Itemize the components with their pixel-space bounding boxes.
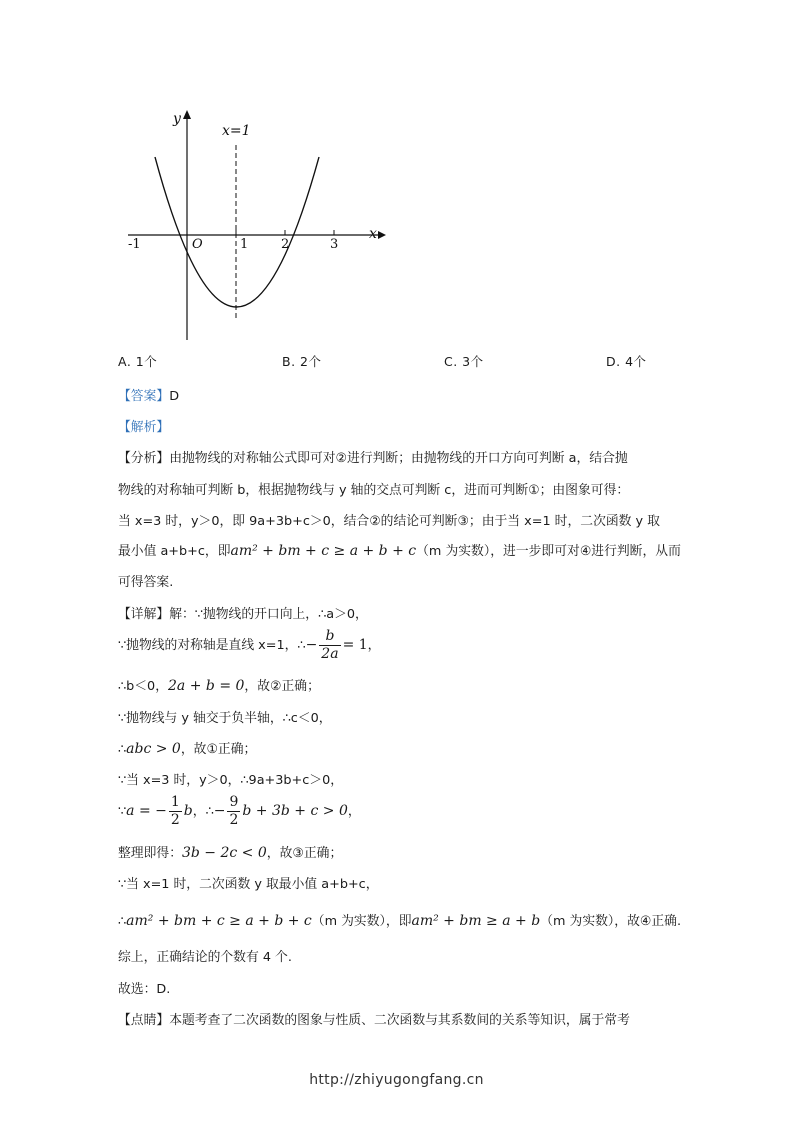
detail-step-11: 综上，正确结论的个数有 4 个. xyxy=(118,950,292,965)
fraction-numerator: b xyxy=(319,628,340,646)
math-inequality-reduced: am² + bm ≥ a + b xyxy=(411,913,541,929)
fenxi-text-4b: （m 为实数），进一步即可对④进行判断，从而 xyxy=(416,544,681,559)
math-equals-one: = 1 xyxy=(342,637,368,653)
detail-line-10 xyxy=(118,910,681,929)
y-axis-label: y xyxy=(173,111,181,127)
fraction-denominator: 2 xyxy=(170,812,180,828)
detail-line-4 xyxy=(118,707,332,726)
detail-step-7a: ∵ xyxy=(118,804,127,819)
detail-step-7c: ， xyxy=(347,804,361,819)
math-abc: abc > 0 xyxy=(126,741,181,757)
tick-label-1: 1 xyxy=(240,237,249,252)
origin-label: O xyxy=(192,237,203,252)
detail-step-8b: ，故③正确； xyxy=(266,846,343,861)
detail-step-9: ∵当 x=1 时，二次函数 y 取最小值 a+b+c， xyxy=(118,877,379,892)
detail-step-6: ∵当 x=3 时，y＞0，∴9a+3b+c＞0， xyxy=(118,773,344,788)
analysis-line-4 xyxy=(118,540,681,559)
dianjing-text: 本题考查了二次函数的图象与性质、二次函数与其系数间的关系等知识，属于常考 xyxy=(169,1013,630,1028)
fenxi-text-2: 物线的对称轴可判断 b，根据抛物线与 y 轴的交点可判断 c，进而可判断①；由图象可得： xyxy=(118,483,630,498)
option-b[interactable]: B. 2个 xyxy=(282,354,322,369)
detail-line-6 xyxy=(118,769,343,788)
math-minus: − xyxy=(213,803,226,819)
fraction-one-half xyxy=(169,794,182,829)
fenxi-text-4a: 最小值 a+b+c，即 xyxy=(118,544,231,559)
detail-step-4: ∵抛物线与 y 轴交于负半轴，∴c＜0， xyxy=(118,711,332,726)
detail-step-8a: 整理即得： xyxy=(118,846,182,861)
footer-url[interactable]: http://zhiyugongfang.cn xyxy=(309,1072,484,1088)
detail-step-2b: ， xyxy=(367,638,381,653)
option-d[interactable]: D. 4个 xyxy=(606,354,647,369)
detail-line-7 xyxy=(118,794,361,829)
analysis-tag: 【解析】 xyxy=(118,420,170,435)
detail-step-1: 解：∵抛物线的开口向上，∴a＞0， xyxy=(169,607,368,622)
analysis-line-2 xyxy=(118,479,629,498)
math-b: b xyxy=(183,803,193,819)
detail-line-1 xyxy=(118,603,368,622)
answer-tag: 【答案】 xyxy=(118,389,170,404)
fenxi-tag: 【分析】 xyxy=(118,451,170,466)
detail-line-9 xyxy=(118,873,379,892)
fraction-numerator: 9 xyxy=(229,794,239,810)
fenxi-math-inequality: am² + bm + c ≥ a + b + c xyxy=(230,543,417,559)
dianjing-line xyxy=(118,1009,630,1028)
detail-step-10c: （m 为实数），故④正确. xyxy=(540,914,682,929)
math-minus: − xyxy=(305,637,318,653)
fraction-numerator: 1 xyxy=(170,794,180,810)
detail-step-3a: ∴b＜0， xyxy=(118,679,169,694)
fenxi-text-1: 由抛物线的对称轴公式即可对②进行判断；由抛物线的开口方向可判断 a，结合抛 xyxy=(169,451,628,466)
detail-line-2 xyxy=(118,628,380,663)
option-c[interactable]: C. 3个 xyxy=(444,354,484,369)
fenxi-text-3: 当 x=3 时，y＞0，即 9a+3b+c＞0，结合②的结论可判断③；由于当 x=1 时，二次函数 y 取 xyxy=(118,514,660,529)
x-axis xyxy=(128,231,386,239)
fraction-b-over-2a xyxy=(319,628,340,663)
detail-step-7b: ，∴ xyxy=(192,804,214,819)
math-inequality: b + 3b + c > 0 xyxy=(242,803,348,819)
fraction-denominator: 2a xyxy=(321,646,339,662)
fenxi-text-5: 可得答案. xyxy=(118,575,174,590)
analysis-line-5 xyxy=(118,571,173,590)
math-2a-plus-b: 2a + b = 0 xyxy=(168,678,245,694)
answer-options xyxy=(0,352,793,372)
tick-label-3: 3 xyxy=(330,237,339,252)
x-axis-label: x xyxy=(369,226,377,242)
tick-label-2: 2 xyxy=(281,237,290,252)
analysis-line-1 xyxy=(118,447,628,466)
detail-line-5 xyxy=(118,738,256,757)
detail-line-8 xyxy=(118,842,342,861)
detail-step-2a: ∵抛物线的对称轴是直线 x=1，∴ xyxy=(118,638,306,653)
parabola-graph xyxy=(120,105,390,345)
y-axis xyxy=(183,110,191,340)
math-inequality-full: am² + bm + c ≥ a + b + c xyxy=(126,913,312,929)
detail-step-12: 故选：D. xyxy=(118,982,171,997)
detail-step-5a: ∴ xyxy=(118,742,127,757)
analysis-heading xyxy=(118,416,169,435)
parabola-curve xyxy=(155,157,319,307)
answer-line xyxy=(118,385,179,404)
analysis-line-3 xyxy=(118,510,660,529)
detail-step-10a: ∴ xyxy=(118,914,127,929)
fraction-nine-halves xyxy=(227,794,240,829)
detail-step-3b: ，故②正确； xyxy=(244,679,320,694)
math-3b-minus-2c: 3b − 2c < 0 xyxy=(181,845,267,861)
answer-value: D xyxy=(169,389,180,404)
math-a-equals: a = − xyxy=(126,803,167,819)
detail-step-10b: （m 为实数），即 xyxy=(311,914,412,929)
detail-line-12 xyxy=(118,978,170,997)
ticks xyxy=(236,230,334,235)
symmetry-axis-label: x=1 xyxy=(222,123,251,139)
detail-step-5b: ，故①正确； xyxy=(180,742,257,757)
tick-label-neg1: -1 xyxy=(128,237,141,252)
detail-line-3 xyxy=(118,675,320,694)
dianjing-tag: 【点睛】 xyxy=(118,1013,170,1028)
detail-line-11 xyxy=(118,946,292,965)
fraction-denominator: 2 xyxy=(229,812,239,828)
detail-tag: 【详解】 xyxy=(118,607,170,622)
option-a[interactable]: A. 1个 xyxy=(118,354,158,369)
